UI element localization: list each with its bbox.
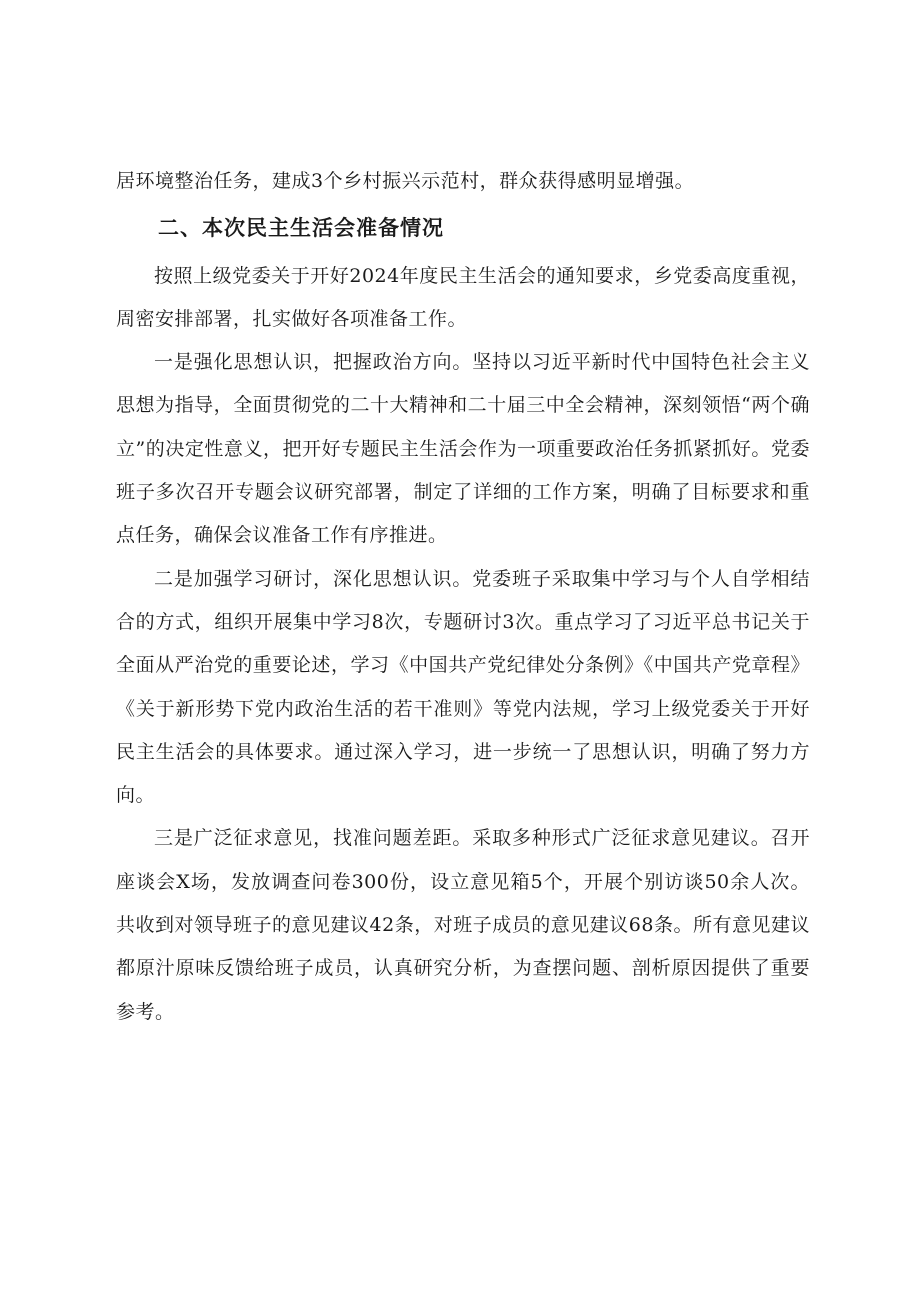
body-paragraph-point-2: 二是加强学习研讨，深化思想认识。党委班子采取集中学习与个人自学相结合的方式，组织开展集中学习8次，专题研讨3次。重点学习了习近平总书记关于全面从严治党的重要论述，学习《中国共产党纪律处分条例》《中国共产党章程》《关于新形势下党内政治生活的若干准则》等党内法规，学习上级党委关于开好民主生活会的具体要求。通过深入学习，进一步统一了思想认识，明确了努力方向。 bbox=[116, 567, 810, 807]
body-paragraph-point-3: 三是广泛征求意见，找准问题差距。采取多种形式广泛征求意见建议。召开座谈会X场，发放调查问卷300份，设立意见箱5个，开展个别访谈50余人次。共收到对领导班子的意见建议42条，对班子成员的意见建议68条。所有意见建议都原汁原味反馈给班子成员，认真研究分析，为查摆问题、剖析原因提供了重要参考。 bbox=[116, 827, 810, 1023]
section-heading: 二、本次民主生活会准备情况 bbox=[158, 216, 444, 241]
body-paragraph-intro: 按照上级党委关于开好2024年度民主生活会的通知要求，乡党委高度重视，周密安排部署，扎实做好各项准备工作。 bbox=[116, 264, 810, 330]
continuation-paragraph: 居环境整治任务，建成3个乡村振兴示范村，群众获得感明显增强。 bbox=[116, 170, 695, 192]
body-paragraph-point-1: 一是强化思想认识，把握政治方向。坚持以习近平新时代中国特色社会主义思想为指导，全面贯彻党的二十大精神和二十届三中全会精神，深刻领悟“两个确立”的决定性意义，把开好专题民主生活会作为一项重要政治任务抓紧抓好。党委班子多次召开专题会议研究部署，制定了详细的工作方案，明确了目标要求和重点任务，确保会议准备工作有序推进。 bbox=[116, 351, 810, 547]
